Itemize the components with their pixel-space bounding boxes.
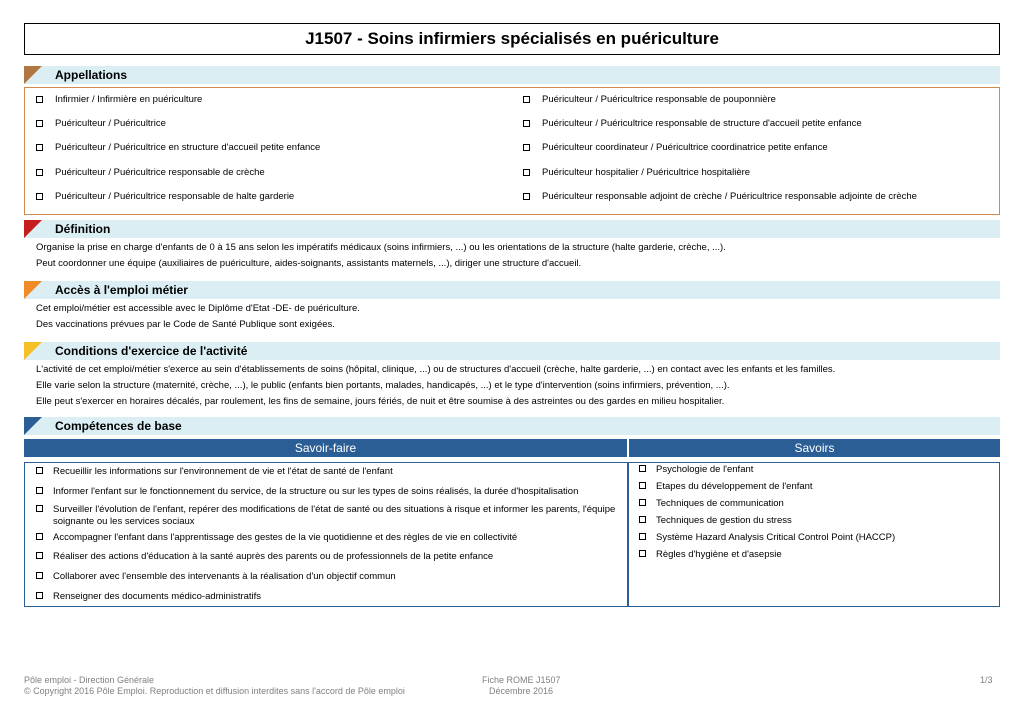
savoirs-item: Techniques de communication [639,498,989,510]
checkbox-icon [36,120,43,127]
appellation-item: Puériculteur hospitalier / Puéricultrice hospitalière [523,167,750,178]
section-header-definition [24,220,1000,238]
section-title: Appellations [55,68,128,82]
savoir-faire-item: Accompagner l'enfant dans l'apprentissage des gestes de la vie quotidienne et des règles de vie en collectivité [36,532,616,544]
checkbox-icon [36,144,43,151]
conditions-line: L'activité de cet emploi/métier s'exerce au sein d'établissements de soins (hôpital, clinique, ...) ou de structures d'accueil (crèche, halte garderie, ...) en contact avec les enfants et les familles. [36,364,836,375]
savoir-faire-item: Réaliser des actions d'éducation à la santé auprès des parents ou de professionnels de la petite enfance [36,551,616,563]
savoir-faire-item: Informer l'enfant sur le fonctionnement du service, de la structure ou sur les types de soins réalisés, la durée d'hospitalisation [36,486,616,498]
appellation-item: Puériculteur / Puéricultrice en structure d'accueil petite enfance [36,142,320,153]
checkbox-icon [639,550,646,557]
appellations-box [24,87,1000,215]
section-title: Conditions d'exercice de l'activité [55,344,248,358]
checkbox-icon [639,499,646,506]
appellation-item: Infirmier / Infirmière en puériculture [36,94,202,105]
checkbox-icon [639,516,646,523]
checkbox-icon [523,120,530,127]
footer-copyright: © Copyright 2016 Pôle Emploi. Reproduction et diffusion interdites sans l'accord de Pôle emploi [24,686,405,696]
footer-date: Décembre 2016 [489,686,554,696]
checkbox-icon [523,96,530,103]
checkbox-icon [523,193,530,200]
definition-line: Peut coordonner une équipe (auxiliaires de puériculture, aides-soignants, assistants maternels, ...), diriger une structure d'accueil. [36,258,582,269]
checkbox-icon [36,572,43,579]
section-title: Définition [55,222,111,236]
checkbox-icon [36,467,43,474]
savoir-faire-item: Recueillir les informations sur l'environnement de vie et l'état de santé de l'enfant [36,466,616,478]
section-marker-icon [24,342,42,360]
checkbox-icon [639,465,646,472]
appellation-item: Puériculteur / Puéricultrice responsable de pouponnière [523,94,776,105]
section-header-competences [24,417,1000,435]
section-marker-icon [24,66,42,84]
appellation-item: Puériculteur / Puéricultrice [36,118,166,129]
savoirs-item: Etapes du développement de l'enfant [639,481,989,493]
section-header-appellations [24,66,1000,84]
savoirs-item: Psychologie de l'enfant [639,464,989,476]
section-marker-icon [24,281,42,299]
savoir-faire-item: Collaborer avec l'ensemble des intervenants à la réalisation d'un objectif commun [36,571,616,583]
savoir-faire-item: Renseigner des documents médico-administratifs [36,591,616,603]
checkbox-icon [36,552,43,559]
definition-line: Organise la prise en charge d'enfants de 0 à 15 ans selon les impératifs médicaux (soins infirmiers, ...) ou les orientations de la structure (halte garderie, crèche, ...). [36,242,726,253]
checkbox-icon [36,193,43,200]
checkbox-icon [36,96,43,103]
footer-fiche: Fiche ROME J1507 [482,675,561,685]
acces-line: Des vaccinations prévues par le Code de Santé Publique sont exigées. [36,319,335,330]
section-header-acces [24,281,1000,299]
checkbox-icon [36,487,43,494]
savoir-faire-box [24,462,629,607]
section-marker-icon [24,220,42,238]
appellation-item: Puériculteur coordinateur / Puéricultrice coordinatrice petite enfance [523,142,828,153]
appellation-item: Puériculteur responsable adjoint de crèche / Puéricultrice responsable adjointe de crèche [523,191,917,202]
checkbox-icon [36,592,43,599]
acces-line: Cet emploi/métier est accessible avec le Diplôme d'Etat -DE- de puériculture. [36,303,360,314]
savoirs-box [627,462,1000,607]
conditions-line: Elle peut s'exercer en horaires décalés, par roulement, les fins de semaine, jours fériés, de nuit et être soumise à des astreintes ou des gardes en milieu hospitalier. [36,396,725,407]
appellation-item: Puériculteur / Puéricultrice responsable de structure d'accueil petite enfance [523,118,862,129]
checkbox-icon [523,144,530,151]
checkbox-icon [36,533,43,540]
savoir-faire-item: Surveiller l'évolution de l'enfant, repérer des modifications de l'état de santé ou des situations à risque et informer les parents, l'équipe soignante ou les services sociaux [36,504,616,527]
savoirs-item: Système Hazard Analysis Critical Control Point (HACCP) [639,532,989,544]
checkbox-icon [523,169,530,176]
section-header-conditions [24,342,1000,360]
checkbox-icon [36,505,43,512]
appellation-item: Puériculteur / Puéricultrice responsable de halte garderie [36,191,294,202]
section-title: Compétences de base [55,419,182,433]
section-marker-icon [24,417,42,435]
savoirs-item: Règles d'hygiène et d'asepsie [639,549,989,561]
savoirs-header: Savoirs [629,439,1000,457]
conditions-line: Elle varie selon la structure (maternité, crèche, ...), le public (enfants bien portants, malades, handicapés, ...) et le type d'intervention (soins infirmiers, prévention, ...). [36,380,730,391]
page-title: J1507 - Soins infirmiers spécialisés en puériculture [24,23,1000,55]
checkbox-icon [639,533,646,540]
savoirs-item: Techniques de gestion du stress [639,515,989,527]
section-title: Accès à l'emploi métier [55,283,188,297]
checkbox-icon [36,169,43,176]
checkbox-icon [639,482,646,489]
appellation-item: Puériculteur / Puéricultrice responsable de crèche [36,167,265,178]
footer-page: 1/3 [980,675,993,685]
savoir-faire-header: Savoir-faire [24,439,627,457]
footer-org: Pôle emploi - Direction Générale [24,675,155,685]
